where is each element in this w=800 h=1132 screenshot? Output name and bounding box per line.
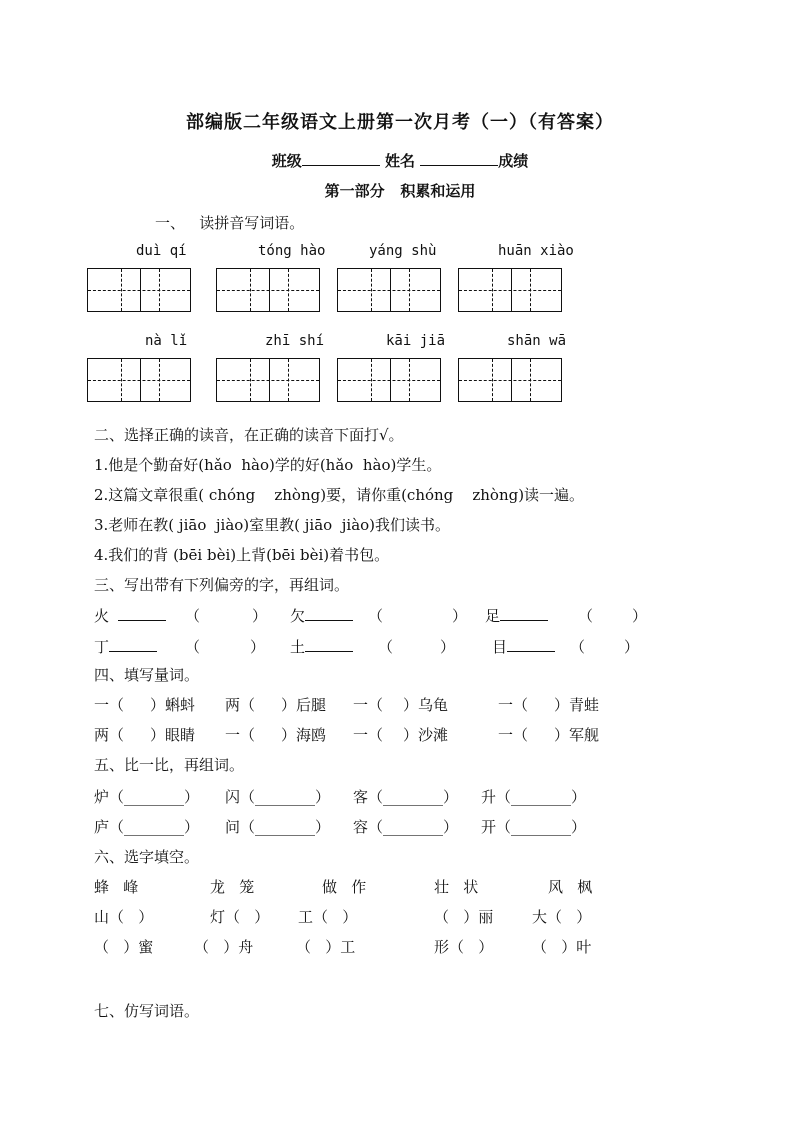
item-prefix: 两（ [94,726,125,744]
answer-blank[interactable] [109,637,157,652]
item-prefix: 一（ [225,726,256,744]
compare-item[interactable]: 庐（________） [94,818,200,836]
radical: 丁 [94,638,110,656]
name-blank[interactable] [420,151,498,166]
fill-item[interactable]: 山（ ） [94,908,154,926]
writing-grid[interactable] [337,358,441,402]
radical-entry [94,636,157,657]
fill-item[interactable]: （ ）叶 [532,938,592,956]
item-suffix: ）青蛙 [554,696,600,714]
radical: 火 [94,607,110,625]
writing-grid[interactable] [87,358,191,402]
item-suffix: ）后腿 [281,696,327,714]
pinyin-label: shān wā [507,333,567,349]
radical-entry [485,605,548,626]
score-label: 成绩 [498,152,529,170]
paren-close: ） [632,607,648,625]
paren-close: ） [452,607,468,625]
student-info-line [0,150,800,171]
q4-heading: 四、填写量词。 [94,666,200,684]
fill-item[interactable]: （ ）丽 [434,908,494,926]
q5-heading: 五、比一比，再组词。 [94,756,245,774]
writing-grid[interactable] [458,268,562,312]
measure-word-item [353,724,448,745]
paren-open: （ [185,607,201,625]
pinyin-label: tóng hào [258,243,326,259]
fill-item[interactable]: 灯（ ） [210,908,270,926]
paren-open: （ [185,638,201,656]
item-prefix: 一（ [498,726,529,744]
pinyin-label: huān xiào [498,243,574,259]
fill-item[interactable]: （ ）舟 [194,938,254,956]
char-pair: 做 作 [322,878,367,896]
radical: 目 [492,638,508,656]
measure-word-item [353,694,448,715]
q7-heading: 七、仿写词语。 [94,1002,200,1020]
compare-item[interactable]: 升（________） [481,788,587,806]
paren-close: ） [252,607,268,625]
compare-item[interactable]: 问（________） [225,818,331,836]
writing-grid[interactable] [337,268,441,312]
q6-heading: 六、选字填空。 [94,848,200,866]
measure-word-item [225,694,326,715]
pinyin-label: kāi jiā [386,333,446,349]
item-suffix: ）眼睛 [150,726,196,744]
page-title: 部编版二年级语文上册第一次月考（一）（有答案） [186,112,614,133]
paren-open: （ [378,638,394,656]
radical: 足 [485,607,501,625]
paren-open: （ [368,607,384,625]
radical-entry [290,636,353,657]
compare-item[interactable]: 闪（________） [225,788,331,806]
writing-grid[interactable] [216,358,320,402]
answer-blank[interactable] [305,606,353,621]
compare-item[interactable]: 炉（________） [94,788,200,806]
fill-item[interactable]: 大（ ） [532,908,592,926]
item-suffix: ）沙滩 [403,726,449,744]
radical: 欠 [290,607,306,625]
item-prefix: 一（ [498,696,529,714]
part-title: 第一部分 积累和运用 [324,182,476,200]
pinyin-label: nà lǐ [145,333,188,349]
measure-word-item [225,724,326,745]
pinyin-label: yáng shù [369,243,437,259]
paren-close: ） [624,638,640,656]
measure-word-item [94,724,195,745]
char-pair: 蜂 峰 [94,878,139,896]
answer-blank[interactable] [507,637,555,652]
q2-item: 3.老师在教( jiāo jiào)室里教( jiāo jiào)我们读书。 [94,516,451,534]
item-prefix: 一（ [353,726,384,744]
measure-word-item [498,694,599,715]
item-suffix: ）海鸥 [281,726,327,744]
name-label: 姓名 [384,152,415,170]
measure-word-item [94,694,195,715]
measure-word-item [498,724,599,745]
radical: 土 [290,638,306,656]
class-blank[interactable] [302,151,380,166]
item-prefix: 一（ [94,696,125,714]
item-suffix: ）蝌蚪 [150,696,196,714]
item-prefix: 一（ [353,696,384,714]
fill-item[interactable]: 工（ ） [298,908,358,926]
pinyin-label: duì qí [136,243,187,259]
radical-entry [94,605,166,626]
answer-blank[interactable] [118,606,166,621]
radical-entry [290,605,353,626]
q2-item: 1.他是个勤奋好(hǎo hào)学的好(hǎo hào)学生。 [94,456,442,474]
fill-item[interactable]: （ ）工 [296,938,356,956]
radical-entry [492,636,555,657]
pinyin-label: zhī shí [265,333,325,349]
compare-item[interactable]: 客（________） [353,788,459,806]
item-suffix: ）乌龟 [403,696,449,714]
item-prefix: 两（ [225,696,256,714]
compare-item[interactable]: 开（________） [481,818,587,836]
paren-close: ） [250,638,266,656]
char-pair: 壮 状 [434,878,479,896]
writing-grid[interactable] [216,268,320,312]
class-label: 班级 [271,152,302,170]
fill-item[interactable]: （ ）蜜 [94,938,154,956]
q2-item: 2.这篇文章很重( chóng zhòng)要，请你重(chóng zhòng)读一遍。 [94,486,585,504]
paren-close: ） [440,638,456,656]
item-suffix: ）军舰 [554,726,600,744]
q2-heading: 二、选择正确的读音，在正确的读音下面打√。 [94,426,404,444]
q3-heading: 三、写出带有下列偏旁的字，再组词。 [94,576,350,594]
fill-item[interactable]: 形（ ） [434,938,494,956]
char-pair: 龙 笼 [210,878,255,896]
q2-item: 4.我们的背 (bēi bèi)上背(bēi bèi)着书包。 [94,546,390,564]
answer-blank[interactable] [500,606,548,621]
answer-blank[interactable] [305,637,353,652]
writing-grid[interactable] [458,358,562,402]
writing-grid[interactable] [87,268,191,312]
compare-item[interactable]: 容（________） [353,818,459,836]
q1-heading: 一、 读拼音写词语。 [155,214,305,232]
paren-open: （ [578,607,594,625]
paren-open: （ [570,638,586,656]
char-pair: 风 枫 [548,878,593,896]
